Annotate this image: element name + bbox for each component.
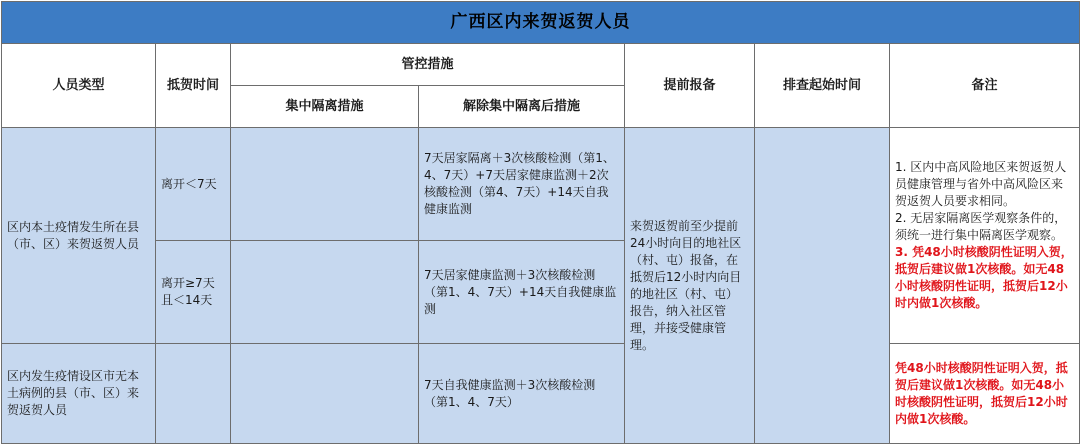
table-title: 广西区内来贺返贺人员 — [2, 2, 1080, 44]
header-screening-start: 排查起始时间 — [755, 44, 890, 128]
header-centralized-isolation: 集中隔离措施 — [231, 86, 419, 128]
row2-remarks: 凭48小时核酸阴性证明入贺，抵贺后建议做1次核酸。如无48小时核酸阴性证明，抵贺后12小时内做1次核酸。 — [890, 344, 1080, 444]
row1b-arrival-time: 离开≥7天且＜14天 — [156, 241, 231, 344]
header-arrival-time: 抵贺时间 — [156, 44, 231, 128]
header-control-measures: 管控措施 — [231, 44, 625, 86]
row2-person-type: 区内发生疫情设区市无本土病例的县（市、区）来贺返贺人员 — [2, 344, 156, 444]
row1a-after-release: 7天居家隔离＋3次核酸检测（第1、4、7天）+7天居家健康监测＋2次核酸检测（第4、7天）+14天自我健康监测 — [419, 128, 625, 241]
row2-after-release: 7天自我健康监测＋3次核酸检测（第1、4、7天） — [419, 344, 625, 444]
row1-remarks — [890, 128, 1080, 344]
header-advance-report: 提前报备 — [625, 44, 755, 128]
screening-start-cell — [755, 128, 890, 444]
row1a-arrival-time: 离开＜7天 — [156, 128, 231, 241]
row1-remarks-red: 3. 凭48小时核酸阴性证明入贺，抵贺后建议做1次核酸。如无48小时核酸阴性证明，抵贺后12小时内做1次核酸。 — [895, 245, 1073, 310]
row1a-centralized-isolation — [231, 128, 419, 241]
row2-centralized-isolation — [231, 344, 419, 444]
row1b-centralized-isolation — [231, 241, 419, 344]
row1b-after-release: 7天居家健康监测＋3次核酸检测（第1、4、7天）+14天自我健康监测 — [419, 241, 625, 344]
header-remarks: 备注 — [890, 44, 1080, 128]
policy-table — [1, 1, 1080, 444]
row1-remarks-normal: 1. 区内中高风险地区来贺返贺人员健康管理与省外中高风险区来贺返贺人员要求相同。 2. 无居家隔离医学观察条件的，须统一进行集中隔离医学观察。 — [895, 160, 1067, 242]
advance-report-cell: 来贺返贺前至少提前24小时向目的地社区（村、屯）报备，在抵贺后12小时内向目的地社区（村、屯）报告，纳入社区管理，并接受健康管理。 — [625, 128, 755, 444]
header-after-release: 解除集中隔离后措施 — [419, 86, 625, 128]
row2-arrival-time — [156, 344, 231, 444]
header-person-type: 人员类型 — [2, 44, 156, 128]
row1-person-type: 区内本土疫情发生所在县（市、区）来贺返贺人员 — [2, 128, 156, 344]
